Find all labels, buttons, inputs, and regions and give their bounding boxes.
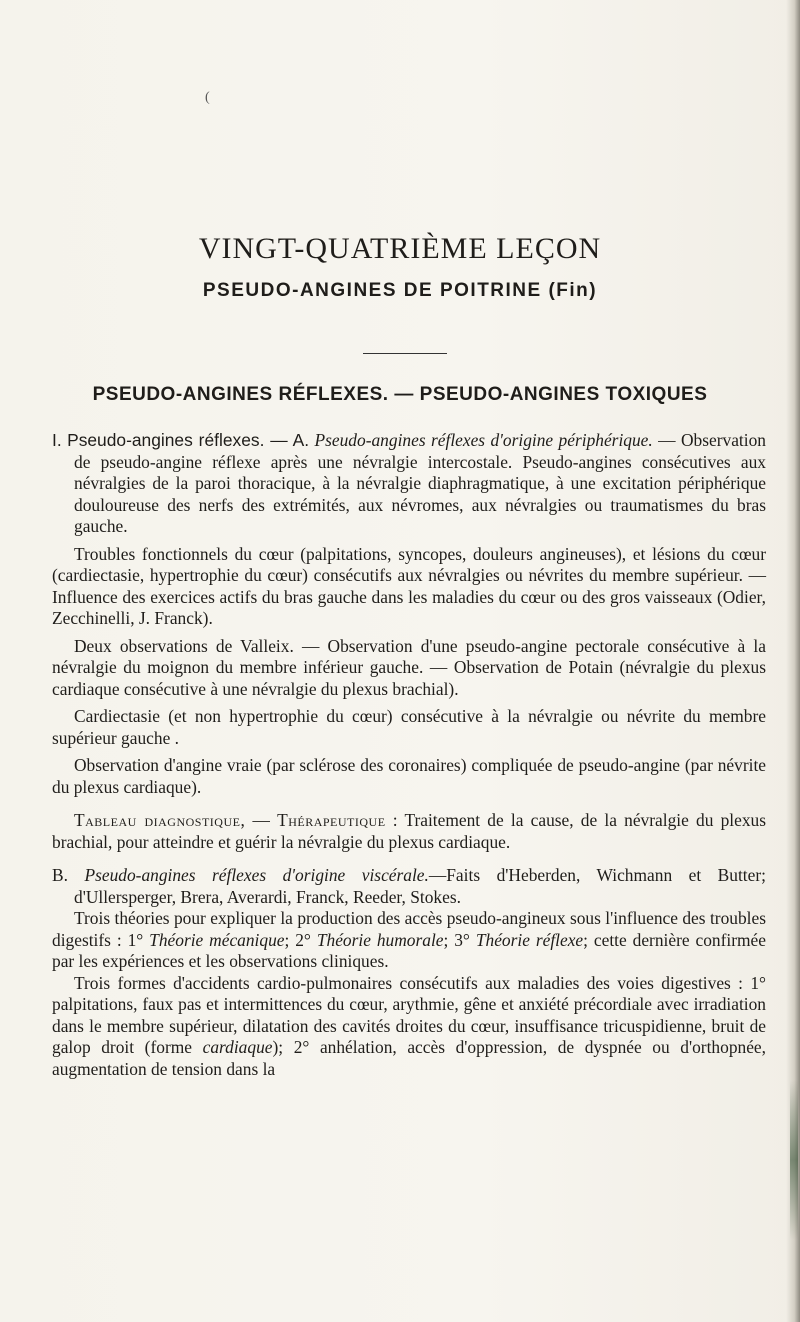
section-I-p5: Observation d'angine vraie (par sclérose des coronaires) compliquée de pseudo-angine (par névrite du plexus cardiaque). bbox=[52, 755, 766, 797]
section-I-heading-italic: Pseudo-angines réflexes d'origine périphérique. bbox=[314, 430, 653, 450]
section-B-intro bbox=[52, 865, 766, 908]
lecon-title: VINGT-QUATRIÈME LEÇON bbox=[198, 232, 602, 265]
section-title: PSEUDO-ANGINES RÉFLEXES. — PSEUDO-ANGINES TOXIQUES bbox=[92, 384, 708, 405]
tableau-label: Tableau diagnostique, bbox=[74, 810, 246, 830]
section-I-p6 bbox=[52, 810, 766, 853]
section-B-p3-c: ); 2° anhélation, accès d'oppression, de dyspnée ou d'orthopnée, augmentation de tension dans la bbox=[52, 1037, 766, 1079]
section-B-p3-a: Trois formes d'accidents cardio-pulmonaires consécutifs aux maladies des voies digestives : 1° palpitations, faux pas et intermittences du cœur, arythmie, gêne et anxiété précordiale avec irradiation dans le membre supérieur, dilatation des cavités droites du cœur, insuffisance tricuspidienne, bruit de galop droit (forme bbox=[52, 972, 766, 1057]
section-B-p2-g: ; cette dernière confirmée par les expériences et les observations cliniques. bbox=[52, 929, 766, 971]
section-B-p2-e: ; 3° bbox=[443, 929, 470, 950]
section-I-p6-text: : Traitement de la cause, de la névralgie du plexus brachial, pour atteindre et guérir la névralgie du plexus cardiaque. bbox=[52, 810, 767, 852]
section-I-p1: — Observation de pseudo-angine réflexe après une névralgie intercostale. Pseudo-angines consécutives aux névralgies de la paroi thoracique, à la névralgie diaphragmatique, à une excitation périphérique douloureuse des nerfs des extrémités, aux névromes, aux névralgies ou traumatismes du bras gauche. bbox=[74, 430, 766, 536]
section-B-p2-a: Trois théories pour expliquer la production des accès pseudo-angineux sous l'influence des troubles digestifs : 1° bbox=[52, 908, 766, 950]
body-text bbox=[52, 430, 766, 1080]
section-B-heading-italic: Pseudo-angines réflexes d'origine viscérale. bbox=[84, 865, 429, 885]
therapeutique-label: Thérapeutique bbox=[277, 810, 386, 830]
theorie-mecanique: Théorie mécanique bbox=[149, 929, 285, 950]
forme-cardiaque: cardiaque bbox=[202, 1037, 273, 1057]
section-I-p4: Cardiectasie (et non hypertrophie du cœur) consécutive à la névralgie ou névrite du membre supérieur gauche . bbox=[52, 706, 766, 748]
section-I-heading: Pseudo-angines réflexes. — A. bbox=[67, 430, 310, 450]
section-I-intro bbox=[52, 430, 766, 538]
paper-speck: ( bbox=[205, 90, 210, 105]
page-edge-mark bbox=[790, 1080, 798, 1240]
section-B-p1: —Faits d'Heberden, Wichmann et Butter; d'Ullersperger, Brera, Averardi, Franck, Reeder, Stokes. bbox=[74, 865, 766, 907]
section-I-p2: Troubles fonctionnels du cœur (palpitations, syncopes, douleurs angineuses), et lésions du cœur (cardiectasie, hypertrophie du cœur) consécutifs aux névralgies ou névrites du membre supérieur. — Influence des exercices actifs du bras gauche dans les maladies du cœur ou des gros vaisseaux (Odier, Zecchinelli, J. Franck). bbox=[52, 543, 766, 628]
section-B-p2 bbox=[52, 908, 766, 973]
theorie-reflexe: Théorie réflexe bbox=[475, 929, 584, 950]
section-I-p3: Deux observations de Valleix. — Observation d'une pseudo-angine pectorale consécutive à la névralgie du moignon du membre inférieur gauche. — Observation de Potain (névralgie du plexus cardiaque consécutive à une névralgie du plexus brachial). bbox=[52, 635, 766, 699]
tableau-dash: — bbox=[245, 810, 278, 830]
section-B-marker: B. bbox=[52, 865, 68, 885]
theorie-humorale: Théorie humorale bbox=[316, 929, 444, 950]
section-B-p2-c: ; 2° bbox=[284, 929, 311, 950]
divider-rule bbox=[363, 353, 447, 354]
section-I-marker: I. bbox=[52, 430, 62, 450]
chapter-subtitle: PSEUDO-ANGINES DE POITRINE (Fin) bbox=[202, 280, 598, 301]
section-B-p3 bbox=[52, 973, 766, 1081]
